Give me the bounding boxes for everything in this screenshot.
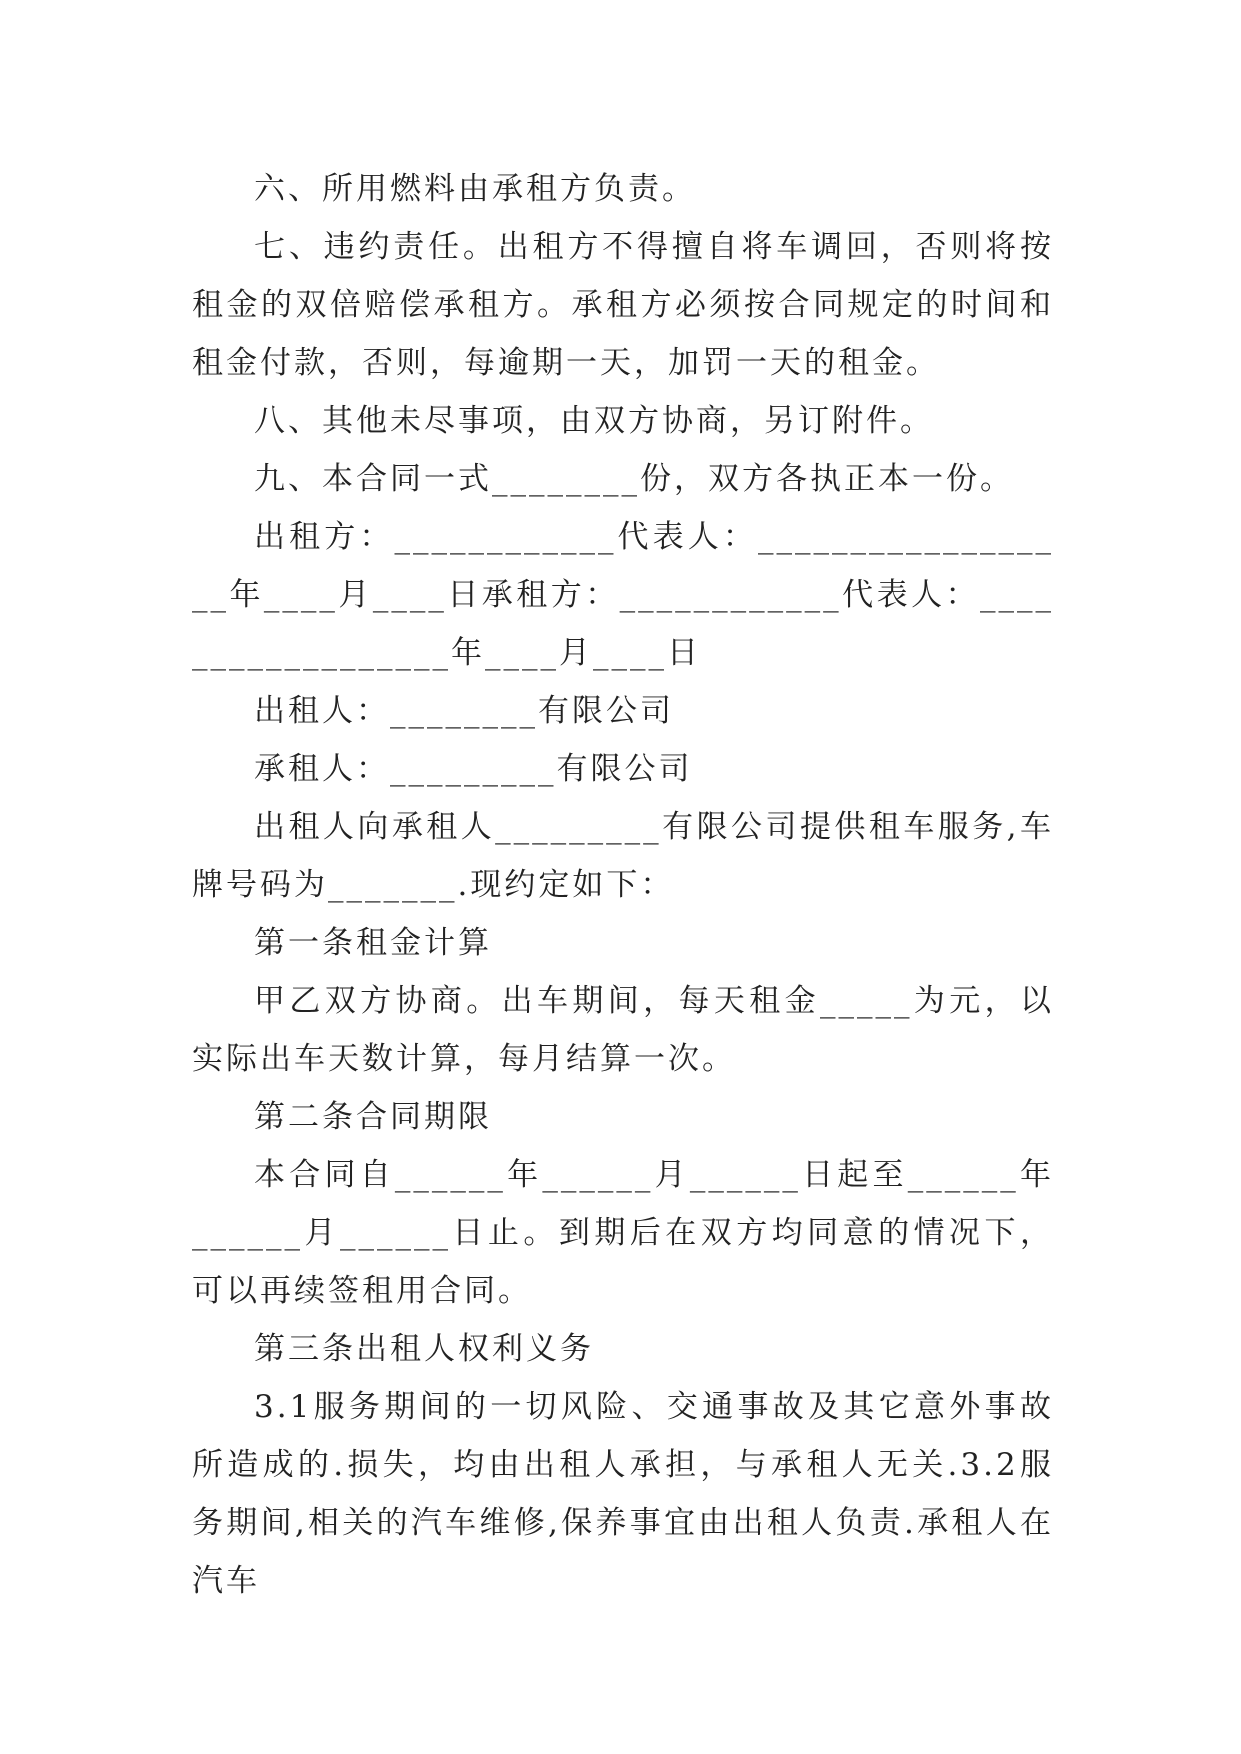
service-intro: 出租人向承租人_________有限公司提供租车服务,车牌号码为_______.现约定如下： — [192, 809, 1054, 903]
article-1-body: 甲乙双方协商。出车期间，每天租金_____为元，以实际出车天数计算，每月结算一次。 — [192, 983, 1054, 1077]
article-1-heading: 第一条租金计算 — [254, 925, 492, 961]
clause-6-fuel: 六、所用燃料由承租方负责。 — [254, 171, 696, 207]
lessee-line: 承租人：_________有限公司 — [254, 751, 693, 787]
article-3-heading: 第三条出租人权利义务 — [254, 1331, 594, 1367]
clause-7-breach-liability: 七、违约责任。出租方不得擅自将车调回，否则将按租金的双倍赔偿承租方。承租方必须按合同规定的时间和租金付款，否则，每逾期一天，加罚一天的租金。 — [192, 229, 1054, 381]
signature-block: 出租方：____________代表人：__________________年____月____日承租方：____________代表人：__________________年____月____日 — [192, 519, 1054, 671]
clause-8-other-matters: 八、其他未尽事项，由双方协商，另订附件。 — [254, 403, 934, 439]
lessor-line: 出租人：________有限公司 — [254, 693, 674, 729]
article-3-body: 3.1服务期间的一切风险、交通事故及其它意外事故所造成的.损失，均由出租人承担，与承租人无关.3.2服务期间,相关的汽车维修,保养事宜由出租人负责.承租人在汽车 — [192, 1389, 1054, 1599]
article-2-heading: 第二条合同期限 — [254, 1099, 492, 1135]
clause-9-copies: 九、本合同一式________份，双方各执正本一份。 — [254, 461, 1014, 497]
document-body — [192, 160, 1054, 1610]
article-2-body: 本合同自______年______月______日起至______年______月______日止。到期后在双方均同意的情况下，可以再续签租用合同。 — [192, 1157, 1054, 1309]
